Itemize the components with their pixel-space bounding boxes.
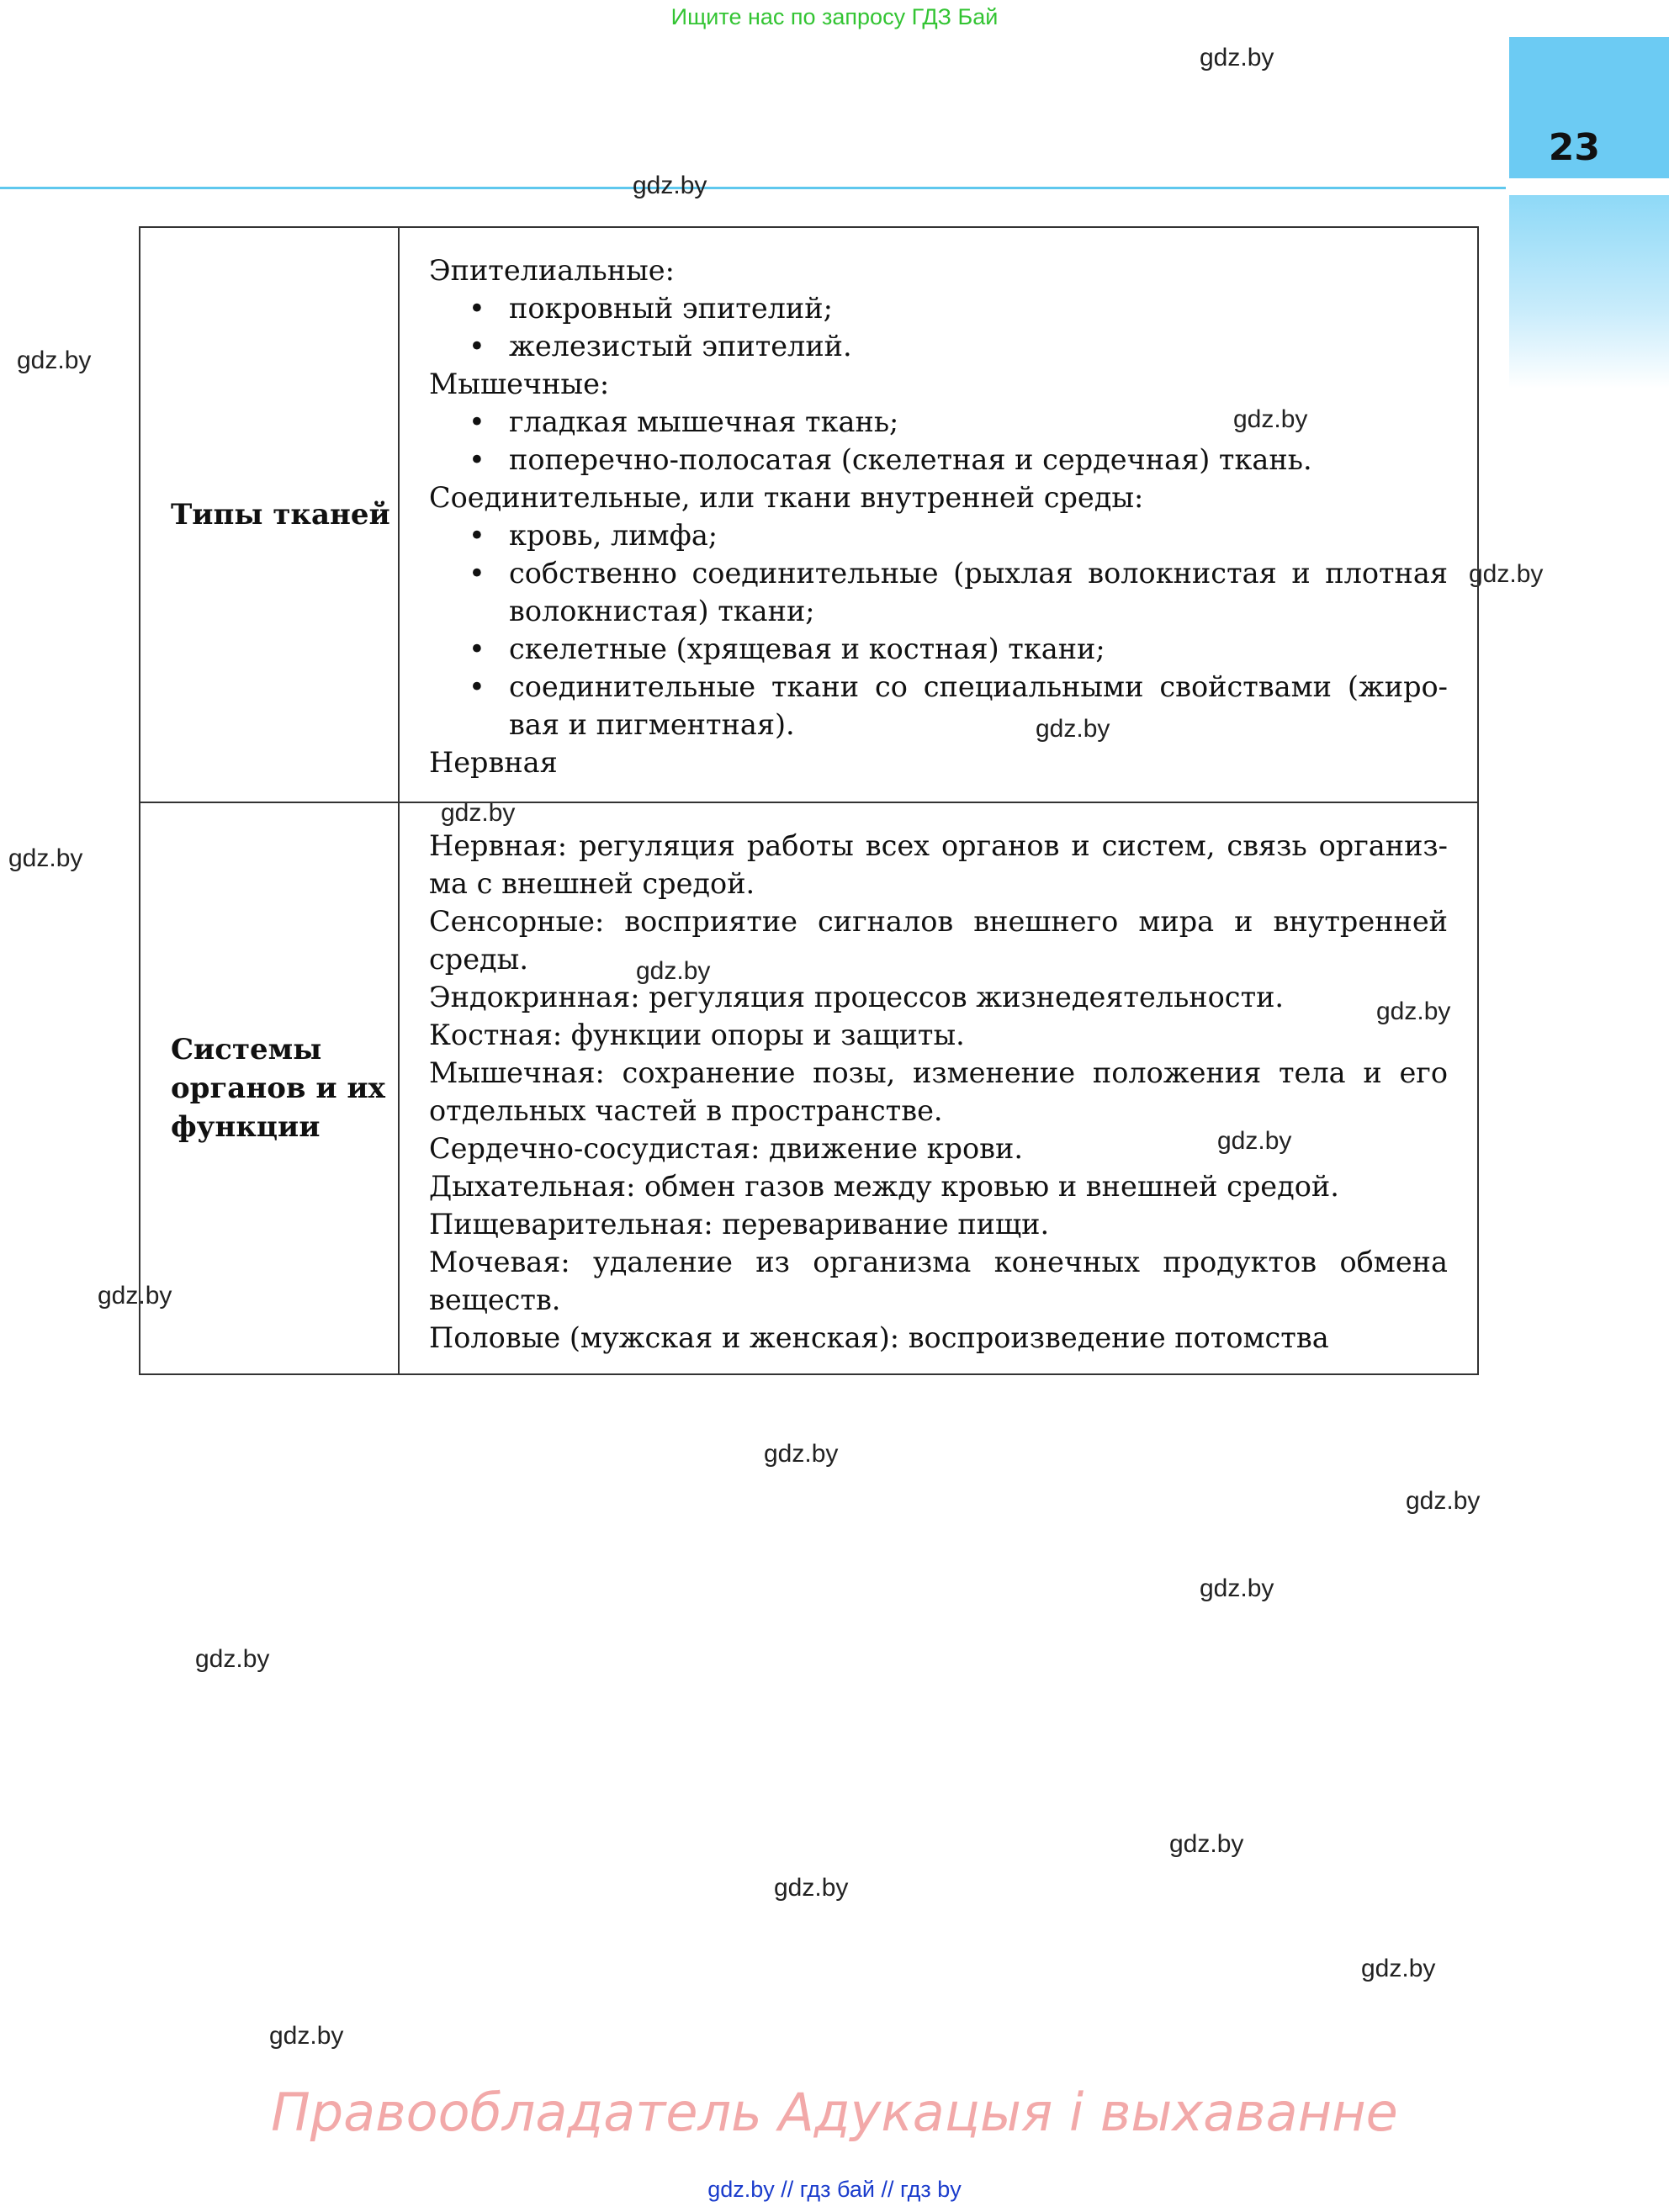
system-line: Сердечно-сосудистая: движение крови. [429,1132,1023,1165]
watermark: gdz.by [1406,1487,1481,1515]
bullet-list [429,403,1448,479]
system-line: Мочевая: удаление из организма конечных продуктов обмена веществ. [429,1246,1448,1316]
group-heading: Эпителиальные: [429,254,675,287]
watermark: gdz.by [636,957,711,985]
footer-links[interactable]: gdz.by // гдз бай // гдз by [707,2177,962,2202]
group-heading: Мышечные: [429,368,610,400]
header-rule [0,187,1506,189]
watermark: gdz.by [98,1282,172,1310]
system-line: Пищеварительная: переваривание пищи. [429,1208,1050,1241]
list-item: • собственно соединительные (рыхлая волокнистая и плотная волокнистая) ткани; [429,554,1448,630]
list-item: • соединительные ткани со специальными свойствами (жиро-вая и пигментная). [429,668,1448,744]
watermark: gdz.by [1233,405,1308,433]
system-line: Дыхательная: обмен газов между кровью и внешней средой. [429,1170,1339,1203]
watermark: gdz.by [1217,1127,1292,1155]
watermark: gdz.by [1469,560,1544,588]
watermark: gdz.by [1361,1955,1436,1982]
system-line: Костная: функции опоры и защиты. [429,1019,965,1051]
list-item: • гладкая мышечная ткань; [429,403,1448,441]
watermark: gdz.by [269,2022,344,2050]
watermark: gdz.by [1376,998,1451,1025]
system-line: Мышечная: сохранение позы, изменение положения тела и его отдельных частей в пространстве. [429,1056,1448,1127]
watermark: gdz.by [8,844,83,872]
content-table [139,226,1479,1375]
group-heading: Нервная [429,746,558,779]
copyright-notice: Правообладатель Адукацыя і выхаванне [271,2082,1398,2143]
watermark: gdz.by [17,347,92,374]
list-item: • скелетные (хрящевая и костная) ткани; [429,630,1448,668]
bullet-list [429,289,1448,365]
watermark: gdz.by [441,799,516,827]
group-heading: Соединительные, или ткани внутренней среды: [429,481,1144,514]
watermark: gdz.by [774,1874,849,1902]
row-label: Системы органов и их функции [140,802,399,1374]
list-item: • покровный эпителий; [429,289,1448,327]
table-row [140,227,1478,802]
top-banner: Ищите нас по запросу ГДЗ Бай [670,4,999,29]
watermark: gdz.by [633,172,707,199]
tissue-types-cell [399,227,1478,802]
bullet-list [429,516,1448,744]
watermark: gdz.by [1200,1574,1274,1602]
watermark: gdz.by [1169,1830,1244,1858]
watermark: gdz.by [195,1645,270,1673]
system-line: Нервная: регуляция работы всех органов и систем, связь организ-ма с внешней средой. [429,829,1448,900]
page-number: 23 [1548,126,1600,169]
system-line: Эндокринная: регуляция процессов жизнедеятельности. [429,981,1285,1013]
system-line: Половые (мужская и женская): воспроизведение потомства [429,1321,1329,1354]
watermark: gdz.by [1200,44,1274,71]
page-tab-bottom [1509,195,1669,389]
row-label: Типы тканей [140,227,399,802]
system-line: Сенсорные: восприятие сигналов внешнего мира и внутренней среды. [429,905,1448,976]
watermark: gdz.by [1036,715,1110,743]
watermark: gdz.by [764,1440,839,1468]
list-item: • поперечно-полосатая (скелетная и сердечная) ткань. [429,441,1448,479]
organ-systems-cell [399,802,1478,1374]
list-item: • кровь, лимфа; [429,516,1448,554]
table-row [140,802,1478,1374]
list-item: • железистый эпителий. [429,327,1448,365]
